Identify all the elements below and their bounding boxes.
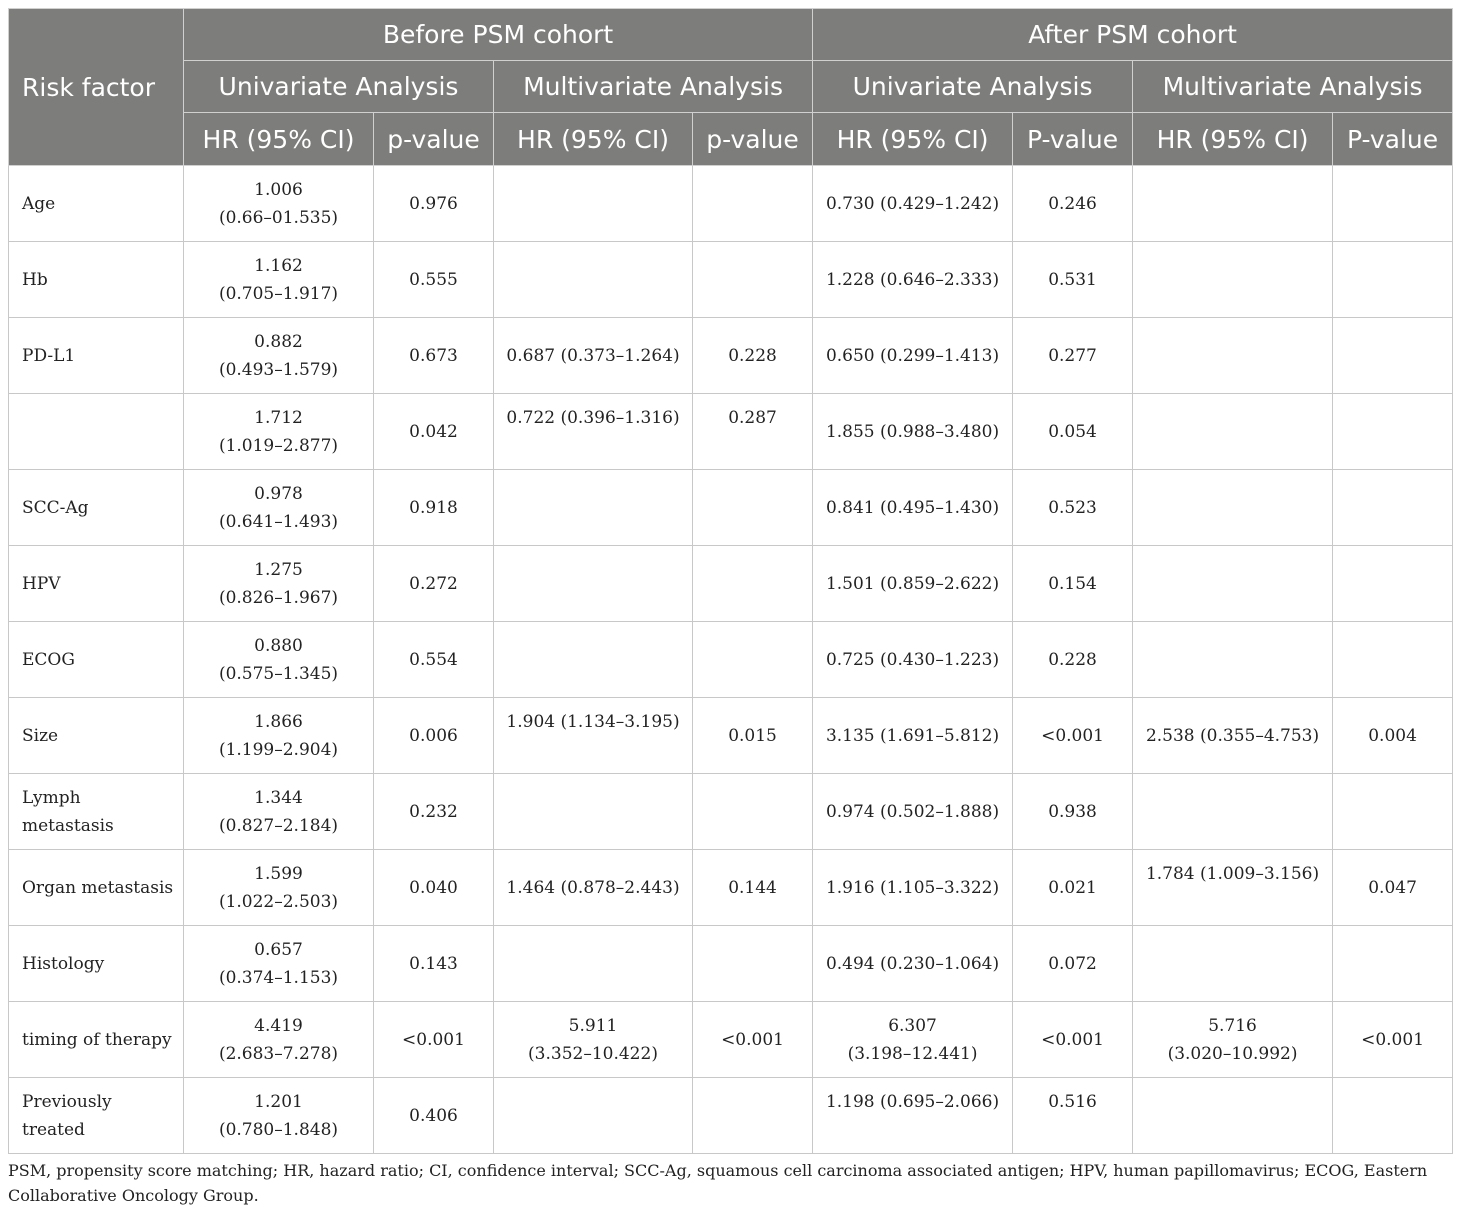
risk-factor-cell: PD-L1 [9, 318, 184, 394]
after-univariate-hr-cell: 0.725 (0.430–1.223) [813, 622, 1013, 698]
after-multivariate-p-cell: <0.001 [1333, 1002, 1453, 1078]
risk-factor-cell: SCC-Ag [9, 470, 184, 546]
before-multivariate-hr-cell: 1.904 (1.134–3.195) [494, 698, 693, 774]
risk-factor-cell: ECOG [9, 622, 184, 698]
before-multivariate-p-cell: 0.015 [693, 698, 813, 774]
p-value-header: p-value [693, 113, 813, 166]
after-univariate-hr-cell: 1.228 (0.646–2.333) [813, 242, 1013, 318]
before-univariate-hr-cell: 0.882 (0.493–1.579) [184, 318, 374, 394]
after-multivariate-hr-cell [1133, 470, 1333, 546]
p-value-header: P-value [1333, 113, 1453, 166]
after-multivariate-p-cell [1333, 926, 1453, 1002]
before-multivariate-p-cell [693, 774, 813, 850]
after-psm-header: After PSM cohort [813, 9, 1453, 61]
risk-factor-cell: Age [9, 166, 184, 242]
before-multivariate-p-cell: <0.001 [693, 1002, 813, 1078]
after-multivariate-p-cell [1333, 394, 1453, 470]
after-multivariate-p-cell [1333, 318, 1453, 394]
risk-factor-cell: Previously treated [9, 1078, 184, 1154]
before-univariate-p-cell: 0.918 [374, 470, 494, 546]
after-univariate-hr-cell: 6.307 (3.198–12.441) [813, 1002, 1013, 1078]
risk-factor-cell: Hb [9, 242, 184, 318]
before-multivariate-hr-cell [494, 470, 693, 546]
after-univariate-p-cell: 0.523 [1013, 470, 1133, 546]
before-univariate-hr-cell: 1.712 (1.019–2.877) [184, 394, 374, 470]
table-row [9, 850, 1453, 926]
before-univariate-hr-cell: 0.978 (0.641–1.493) [184, 470, 374, 546]
after-multivariate-p-cell: 0.047 [1333, 850, 1453, 926]
after-univariate-p-cell: <0.001 [1013, 1002, 1133, 1078]
after-univariate-p-cell: 0.277 [1013, 318, 1133, 394]
table-row [9, 622, 1453, 698]
after-multivariate-p-cell [1333, 774, 1453, 850]
before-univariate-p-cell: 0.040 [374, 850, 494, 926]
hazard-ratio-table [8, 8, 1453, 1154]
before-multivariate-hr-cell [494, 546, 693, 622]
header-row-cohort [9, 9, 1453, 61]
after-multivariate-p-cell [1333, 242, 1453, 318]
after-univariate-p-cell: 0.228 [1013, 622, 1133, 698]
after-univariate-hr-cell: 0.494 (0.230–1.064) [813, 926, 1013, 1002]
before-multivariate-hr-cell [494, 1078, 693, 1154]
before-univariate-p-cell: 0.042 [374, 394, 494, 470]
before-univariate-hr-cell: 1.866 (1.199–2.904) [184, 698, 374, 774]
before-univariate-hr-cell: 1.344 (0.827–2.184) [184, 774, 374, 850]
before-multivariate-p-cell: 0.287 [693, 394, 813, 470]
before-univariate-hr-cell: 1.201 (0.780–1.848) [184, 1078, 374, 1154]
before-multivariate-p-cell: 0.144 [693, 850, 813, 926]
before-univariate-header: Univariate Analysis [184, 61, 494, 113]
before-univariate-p-cell: <0.001 [374, 1002, 494, 1078]
risk-factor-cell: Lymph metastasis [9, 774, 184, 850]
header-row-measures [9, 113, 1453, 166]
before-univariate-p-cell: 0.232 [374, 774, 494, 850]
after-multivariate-p-cell [1333, 470, 1453, 546]
before-multivariate-hr-cell: 5.911 (3.352–10.422) [494, 1002, 693, 1078]
after-multivariate-hr-cell: 5.716 (3.020–10.992) [1133, 1002, 1333, 1078]
after-univariate-hr-cell: 0.841 (0.495–1.430) [813, 470, 1013, 546]
after-multivariate-header: Multivariate Analysis [1133, 61, 1453, 113]
before-univariate-hr-cell: 1.162 (0.705–1.917) [184, 242, 374, 318]
before-multivariate-p-cell [693, 926, 813, 1002]
after-multivariate-hr-cell [1133, 774, 1333, 850]
before-univariate-p-cell: 0.406 [374, 1078, 494, 1154]
before-univariate-hr-cell: 1.006 (0.66–01.535) [184, 166, 374, 242]
risk-factor-cell: Size [9, 698, 184, 774]
after-multivariate-p-cell: 0.004 [1333, 698, 1453, 774]
after-univariate-hr-cell: 0.730 (0.429–1.242) [813, 166, 1013, 242]
before-multivariate-p-cell [693, 242, 813, 318]
table-row [9, 242, 1453, 318]
risk-factor-cell: HPV [9, 546, 184, 622]
header-row-analysis [9, 61, 1453, 113]
table-row [9, 774, 1453, 850]
before-univariate-p-cell: 0.272 [374, 546, 494, 622]
risk-factor-cell [9, 394, 184, 470]
before-univariate-hr-cell: 0.657 (0.374–1.153) [184, 926, 374, 1002]
before-multivariate-hr-cell [494, 622, 693, 698]
after-univariate-p-cell: 0.938 [1013, 774, 1133, 850]
before-multivariate-hr-cell [494, 774, 693, 850]
after-univariate-hr-cell: 1.501 (0.859–2.622) [813, 546, 1013, 622]
after-multivariate-p-cell [1333, 166, 1453, 242]
before-univariate-hr-cell: 0.880 (0.575–1.345) [184, 622, 374, 698]
after-multivariate-p-cell [1333, 1078, 1453, 1154]
table-row [9, 318, 1453, 394]
after-univariate-hr-cell: 1.916 (1.105–3.322) [813, 850, 1013, 926]
before-multivariate-hr-cell: 1.464 (0.878–2.443) [494, 850, 693, 926]
after-univariate-hr-cell: 1.198 (0.695–2.066) [813, 1078, 1013, 1154]
p-value-header: P-value [1013, 113, 1133, 166]
table-row [9, 926, 1453, 1002]
before-univariate-hr-cell: 4.419 (2.683–7.278) [184, 1002, 374, 1078]
after-univariate-hr-cell: 1.855 (0.988–3.480) [813, 394, 1013, 470]
before-multivariate-p-cell [693, 546, 813, 622]
after-multivariate-hr-cell [1133, 1078, 1333, 1154]
risk-factor-cell: Organ metastasis [9, 850, 184, 926]
before-multivariate-hr-cell: 0.687 (0.373–1.264) [494, 318, 693, 394]
before-multivariate-p-cell [693, 1078, 813, 1154]
after-univariate-p-cell: 0.154 [1013, 546, 1133, 622]
after-univariate-p-cell: 0.246 [1013, 166, 1133, 242]
before-multivariate-hr-cell [494, 166, 693, 242]
after-multivariate-hr-cell [1133, 318, 1333, 394]
after-univariate-header: Univariate Analysis [813, 61, 1133, 113]
hr-ci-header: HR (95% CI) [813, 113, 1013, 166]
table-footnote: PSM, propensity score matching; HR, hazard ratio; CI, confidence interval; SCC-Ag, squamous cell carcinoma associated antigen; HPV, human papillomavirus; ECOG, Eastern Collaborative Oncology Group. [8, 1161, 1428, 1205]
risk-factor-cell: timing of therapy [9, 1002, 184, 1078]
before-multivariate-hr-cell: 0.722 (0.396–1.316) [494, 394, 693, 470]
hr-ci-header: HR (95% CI) [184, 113, 374, 166]
after-univariate-p-cell: 0.054 [1013, 394, 1133, 470]
after-univariate-p-cell: 0.021 [1013, 850, 1133, 926]
table-row [9, 698, 1453, 774]
after-univariate-hr-cell: 0.974 (0.502–1.888) [813, 774, 1013, 850]
after-multivariate-hr-cell [1133, 622, 1333, 698]
table-row [9, 470, 1453, 546]
table-row [9, 1002, 1453, 1078]
hr-ci-header: HR (95% CI) [494, 113, 693, 166]
after-multivariate-p-cell [1333, 546, 1453, 622]
after-multivariate-hr-cell: 2.538 (0.355–4.753) [1133, 698, 1333, 774]
before-multivariate-header: Multivariate Analysis [494, 61, 813, 113]
before-univariate-p-cell: 0.673 [374, 318, 494, 394]
after-multivariate-hr-cell [1133, 394, 1333, 470]
table-row [9, 166, 1453, 242]
before-univariate-hr-cell: 1.599 (1.022–2.503) [184, 850, 374, 926]
risk-factor-cell: Histology [9, 926, 184, 1002]
table-body [9, 166, 1453, 1154]
after-univariate-hr-cell: 0.650 (0.299–1.413) [813, 318, 1013, 394]
before-univariate-p-cell: 0.554 [374, 622, 494, 698]
before-multivariate-p-cell [693, 470, 813, 546]
after-univariate-p-cell: 0.516 [1013, 1078, 1133, 1154]
after-multivariate-p-cell [1333, 622, 1453, 698]
after-multivariate-hr-cell [1133, 926, 1333, 1002]
table-row [9, 394, 1453, 470]
before-psm-header: Before PSM cohort [184, 9, 813, 61]
after-univariate-p-cell: 0.531 [1013, 242, 1133, 318]
before-multivariate-p-cell: 0.228 [693, 318, 813, 394]
table-row [9, 1078, 1453, 1154]
after-univariate-hr-cell: 3.135 (1.691–5.812) [813, 698, 1013, 774]
after-univariate-p-cell: 0.072 [1013, 926, 1133, 1002]
hr-ci-header: HR (95% CI) [1133, 113, 1333, 166]
before-multivariate-hr-cell [494, 926, 693, 1002]
after-multivariate-hr-cell: 1.784 (1.009–3.156) [1133, 850, 1333, 926]
p-value-header: p-value [374, 113, 494, 166]
before-univariate-p-cell: 0.006 [374, 698, 494, 774]
table-row [9, 546, 1453, 622]
after-univariate-p-cell: <0.001 [1013, 698, 1133, 774]
before-multivariate-p-cell [693, 622, 813, 698]
before-univariate-p-cell: 0.976 [374, 166, 494, 242]
before-univariate-p-cell: 0.143 [374, 926, 494, 1002]
before-multivariate-hr-cell [494, 242, 693, 318]
risk-factor-header: Risk factor [9, 9, 184, 166]
before-multivariate-p-cell [693, 166, 813, 242]
after-multivariate-hr-cell [1133, 242, 1333, 318]
after-multivariate-hr-cell [1133, 546, 1333, 622]
after-multivariate-hr-cell [1133, 166, 1333, 242]
before-univariate-hr-cell: 1.275 (0.826–1.967) [184, 546, 374, 622]
before-univariate-p-cell: 0.555 [374, 242, 494, 318]
